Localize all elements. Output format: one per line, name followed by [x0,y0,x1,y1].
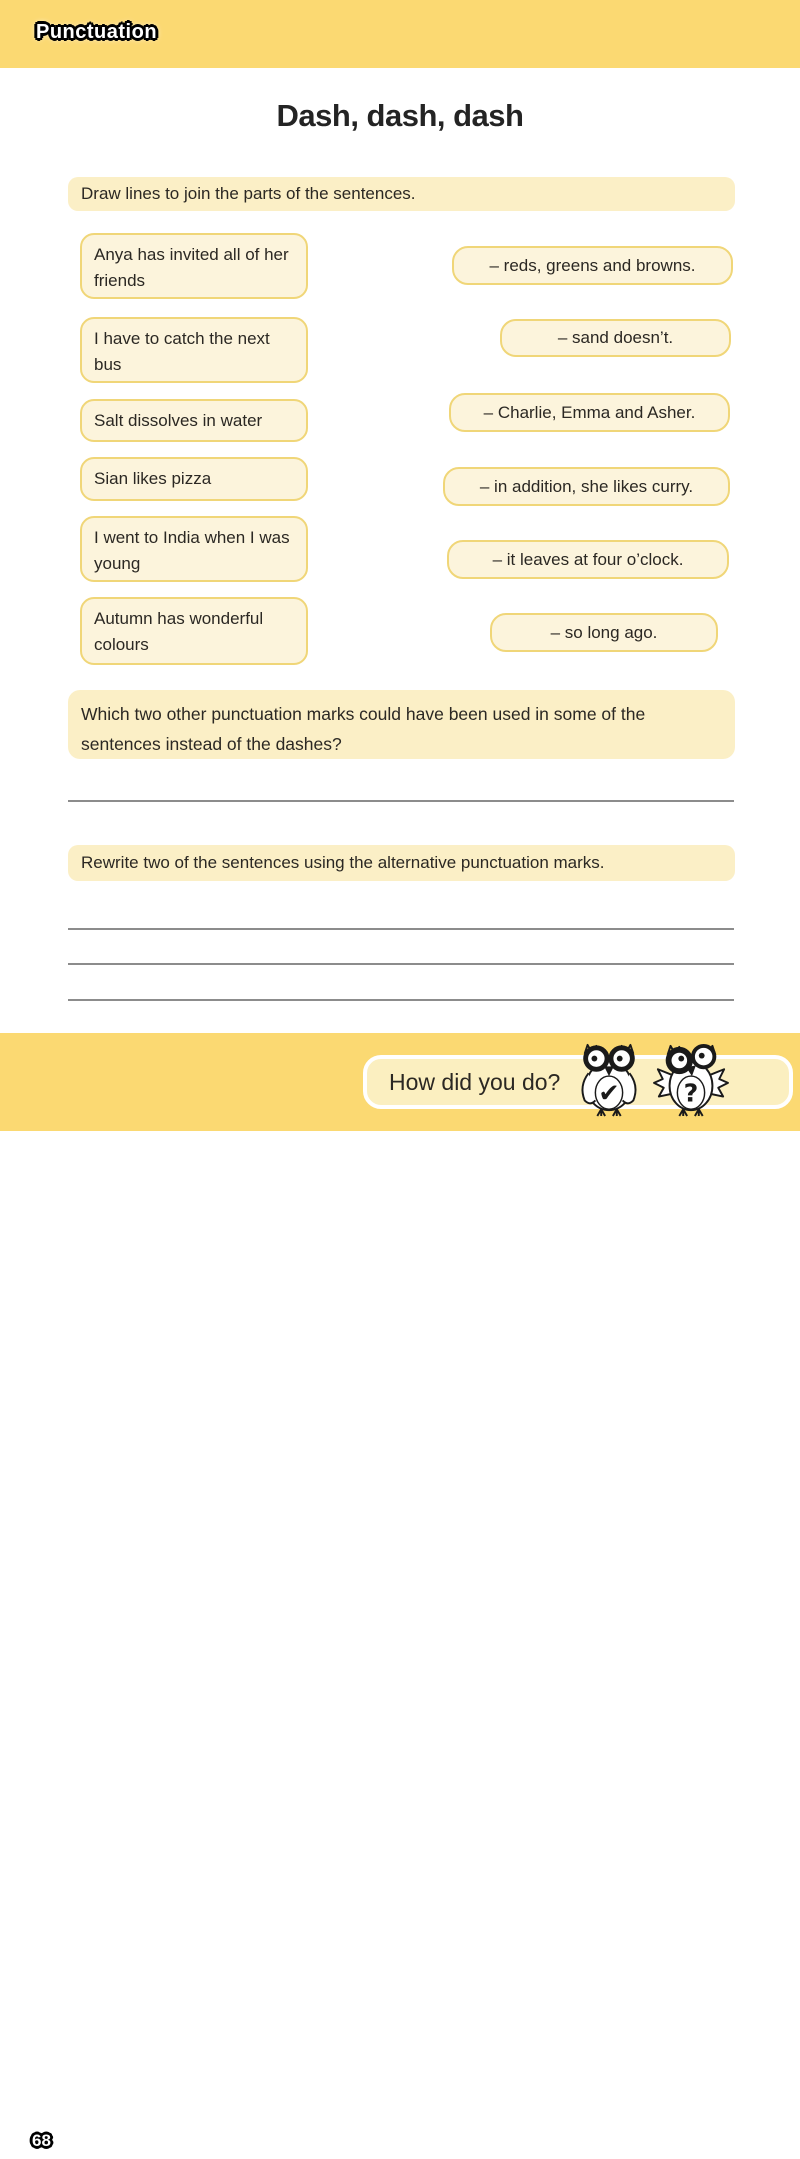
page-number-badge [23,2122,60,2159]
instruction-join: Draw lines to join the parts of the sentences. [68,177,735,211]
match-right-item[interactable]: – it leaves at four o’clock. [447,540,729,579]
page-number: 68 [32,2130,51,2150]
owl-question-icon [650,1042,732,1121]
instruction-rewrite: Rewrite two of the sentences using the alternative punctuation marks. [68,845,735,881]
topic-badge: Punctuation [36,21,158,43]
answer-line[interactable] [68,800,734,802]
owl-check-icon [570,1042,648,1121]
page-title: Dash, dash, dash [276,98,524,133]
how-did-you-do-label: How did you do? [389,1068,561,1095]
match-right-item[interactable]: – reds, greens and browns. [452,246,733,285]
match-left-item[interactable]: Anya has invited all of her friends [80,233,308,299]
match-right-item[interactable]: – so long ago. [490,613,718,652]
check-glyph: ✔ [598,1078,620,1108]
match-right-item[interactable]: – Charlie, Emma and Asher. [449,393,730,432]
match-left-item[interactable]: Autumn has wonderful colours [80,597,308,665]
match-right-item[interactable]: – in addition, she likes curry. [443,467,730,506]
match-left-item[interactable]: I have to catch the next bus [80,317,308,383]
top-band [0,0,800,68]
question-glyph: ? [683,1078,699,1108]
match-left-item[interactable]: Salt dissolves in water [80,399,308,442]
answer-line[interactable] [68,999,734,1001]
answer-line[interactable] [68,928,734,930]
match-left-item[interactable]: I went to India when I was young [80,516,308,582]
instruction-question: Which two other punctuation marks could have been used in some of the sentences instead of the dashes? [68,690,735,759]
answer-line[interactable] [68,963,734,965]
match-left-item[interactable]: Sian likes pizza [80,457,308,501]
match-right-item[interactable]: – sand doesn’t. [500,319,731,357]
